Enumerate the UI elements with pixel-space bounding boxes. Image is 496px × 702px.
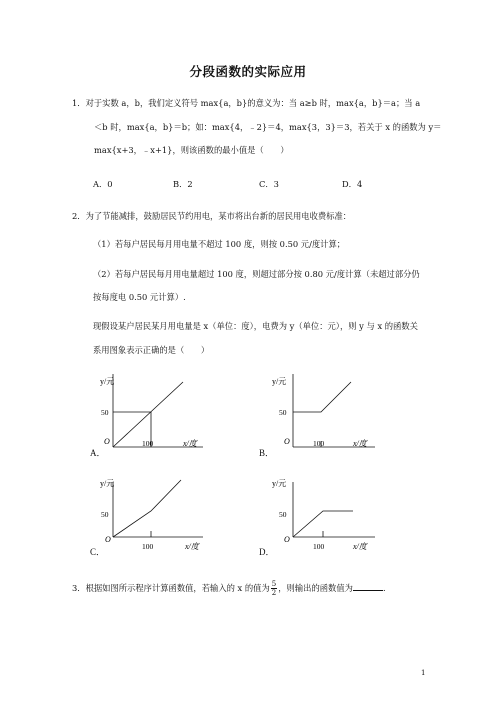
graph-c-x-label: x/度 — [185, 542, 199, 551]
q3-text-after: ，则输出的函数值为 — [278, 583, 353, 593]
graph-a-line — [113, 382, 183, 447]
graph-c-option-label: C． — [90, 547, 106, 557]
graph-c-y-tick-label: 50 — [101, 510, 109, 519]
graph-c-origin: O — [105, 535, 111, 544]
graph-d-y-label: y/元 — [272, 479, 287, 488]
q1-option-b: B．2 — [173, 179, 193, 189]
graph-b-line — [293, 382, 351, 412]
graph-a-x-label: x/度 — [183, 439, 197, 448]
q1-line-2: ＜b 时，max{a，b}＝b；如：max{4，﹣2}＝4，max{3，3}＝3，若关于 x 的函数为 y＝ — [94, 122, 442, 132]
graph-b-origin: O — [284, 437, 290, 446]
graph-b-y-tick-label: 50 — [279, 408, 287, 417]
q2-rule-2b: 按每度电 0.50 元计算）. — [93, 292, 186, 302]
graph-b-y-label: y/元 — [272, 377, 287, 386]
page-number: 1 — [421, 669, 426, 677]
graph-c-x-tick-label: 100 — [142, 542, 154, 551]
q2-ask-2: 系用图象表示正确的是（ ） — [93, 345, 210, 355]
q2-rule-2a: （2）若每户居民每月用电量超过 100 度，则超过部分按 0.80 元/度计算（未超过部分仍 — [93, 269, 420, 279]
graph-d-x-tick-label: 100 — [313, 542, 325, 551]
graph-d-x-label: x/度 — [353, 542, 367, 551]
q1-option-c: C．3 — [259, 179, 279, 189]
graph-d — [265, 476, 385, 561]
q1-option-d: D．4 — [342, 179, 363, 189]
q2-rule-1: （1）若每户居民每月用电量不超过 100 度，则按 0.50 元/度计算； — [93, 239, 346, 249]
q1-line-1: 1．对于实数 a，b，我们定义符号 max{a，b}的意义为：当 a≥b 时，max{a，b}＝a；当 a — [72, 98, 421, 108]
graph-a-x-tick-label: 100 — [142, 439, 154, 448]
graph-b — [265, 368, 385, 453]
graph-a-y-label: y/元 — [100, 377, 115, 386]
graph-b-option-label: B． — [259, 448, 275, 458]
q3-frac-num: 5 — [271, 580, 277, 588]
q3-text-end: . — [382, 583, 386, 593]
q2-line-1: 2．为了节能减排，鼓励居民节约用电，某市将出台新的居民用电收费标准： — [72, 211, 352, 221]
graph-a — [95, 368, 215, 453]
q3-line — [72, 580, 386, 597]
q3-text-before: 3．根据如图所示程序计算函数值，若输入的 x 的值为 — [72, 583, 270, 593]
graph-a-y-tick-label: 50 — [101, 408, 109, 417]
q1-line-3: max{x+3，﹣x+1}，则该函数的最小值是（ ） — [94, 145, 289, 155]
graph-d-y-tick-label: 50 — [279, 510, 287, 519]
q2-ask-1: 现假设某户居民某月用电量是 x（单位：度），电费为 y（单位：元），则 y 与 x 的函数关 — [93, 321, 418, 331]
page-title: 分段函数的实际应用 — [189, 64, 307, 79]
graph-d-origin: O — [284, 535, 290, 544]
graph-b-x-tick-label: 100 — [313, 439, 325, 448]
q3-frac-den: 2 — [271, 589, 277, 597]
graph-d-option-label: D． — [259, 547, 275, 557]
q1-option-a: A．0 — [93, 179, 113, 189]
graph-c-y-label: y/元 — [100, 479, 115, 488]
graph-a-option-label: A． — [90, 448, 106, 458]
graph-c-line — [113, 480, 181, 537]
answer-blank — [353, 581, 383, 591]
graph-b-x-label: x/度 — [353, 439, 367, 448]
graph-a-origin: O — [104, 437, 110, 446]
q3-fraction — [271, 580, 277, 597]
graph-c — [95, 476, 215, 561]
